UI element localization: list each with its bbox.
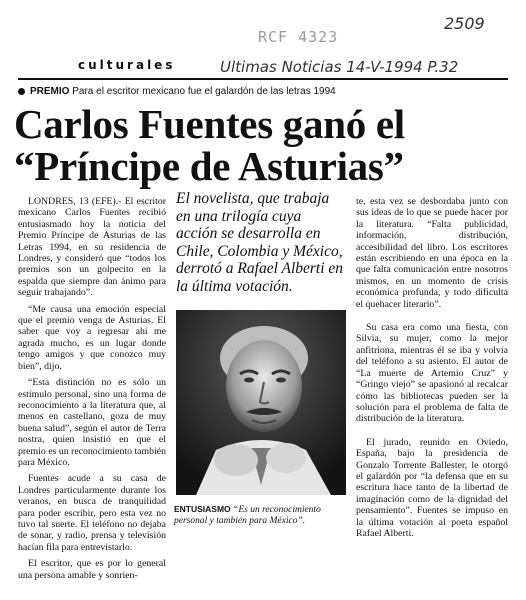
kicker-text: Para el escritor mexicano fue el galardón de las letras 1994 <box>72 86 336 97</box>
archive-stamp: RCF 4323 <box>258 28 339 46</box>
headline-line-2: “Príncipe de Asturias” <box>14 143 404 189</box>
paragraph: “Esta distinción no es sólo un estímulo personal, sino una forma de reconocimiento a la literatura que, al menos en castellano, goza de muy buena salud”, según el autor de Terra nostra, quien insistió en que el premio es un reconocimiento también para México. <box>18 377 166 468</box>
article-column-3 <box>356 196 508 539</box>
bullet-icon <box>18 88 25 95</box>
source-note: Ultimas Noticias 14-V-1994 P.32 <box>220 58 459 76</box>
paragraph: LONDRES, 13 (EFE).- El escritor mexicano Carlos Fuentes recibió entusiasmado hoy la noticia del Premio Príncipe de Asturias de las Letras 1994, en su residencia de Londres, y consideró que “todos los premios son un golpecito en la espalda que siempre dan ánimo para seguir trabajando”. <box>18 196 166 299</box>
caption-text: “Es un reconocimiento personal y también para México”. <box>174 505 321 526</box>
paragraph: Su casa era como una fiesta, con Silvia, su mujer, como la mejor anfitriona, mientras él se iba y volvía del teléfono a su asiento. El autor de “La muerte de Artemio Cruz” y “Gringo viejo” se apasionó al recalcar cómo las bibliotecas pueden ser la solución para el problema de falta de distribución de la literatura. <box>356 322 508 425</box>
paragraph: Fuentes acude a su casa de Londres particularmente durante los veranos, en busca de tranquilidad para poder escribir, pero esta vez no tuvo tal suerte. El teléfono no dejaba de sonar, y radio, prensa y televisión hacían fila para entrevistarlo. <box>18 473 166 553</box>
paragraph: El jurado, reunido en Oviedo, España, bajo la presidencia de Gonzalo Torrente Ballester, le otorgó el galardón por “la defensa que en su escritura hace tanto de la libertad de imaginación como de la dignidad del pensamiento”. Fuentes se impuso en la última votación al poeta español Rafael Alberti. <box>356 436 508 539</box>
caption-lead: ENTUSIASMO <box>174 504 231 514</box>
paragraph: “Me causa una emoción especial que el premio venga de Asturias. El saber que voy a regresar ahí me agrada mucho, es un lugar donde tengo amigos y que conozco muy bien”, dijo. <box>18 303 166 372</box>
headline-line-1: Carlos Fuentes ganó el <box>14 101 405 147</box>
kicker <box>18 86 336 97</box>
paragraph: El escritor, que es por lo general una persona amable y sonrien- <box>18 558 166 581</box>
deck: El novelista, que trabaja en una trilogía cuya acción se desarrolla en Chile, Colombia y México, derrotó a Rafael Alberti en la última votación. <box>176 190 344 295</box>
portrait-graphic <box>176 310 346 495</box>
article-column-1 <box>18 196 166 581</box>
section-label: culturales <box>78 58 176 72</box>
author-photo <box>176 310 346 495</box>
kicker-label: PREMIO <box>30 86 70 97</box>
section-rule <box>18 78 508 80</box>
photo-caption <box>174 504 350 527</box>
archive-number: 2509 <box>444 14 485 33</box>
paragraph: te, esta vez se desbordaba junto con sus ideas de lo que se puede hacer por la literatura. “Falta publicidad, información, distribución, accesibilidad del libro. Los escritores están escribiendo en una época en la que falta comunicación entre nosotros mismos, en un momento de crisis económica profunda, y todo dificulta el quehacer literario”. <box>356 196 508 310</box>
